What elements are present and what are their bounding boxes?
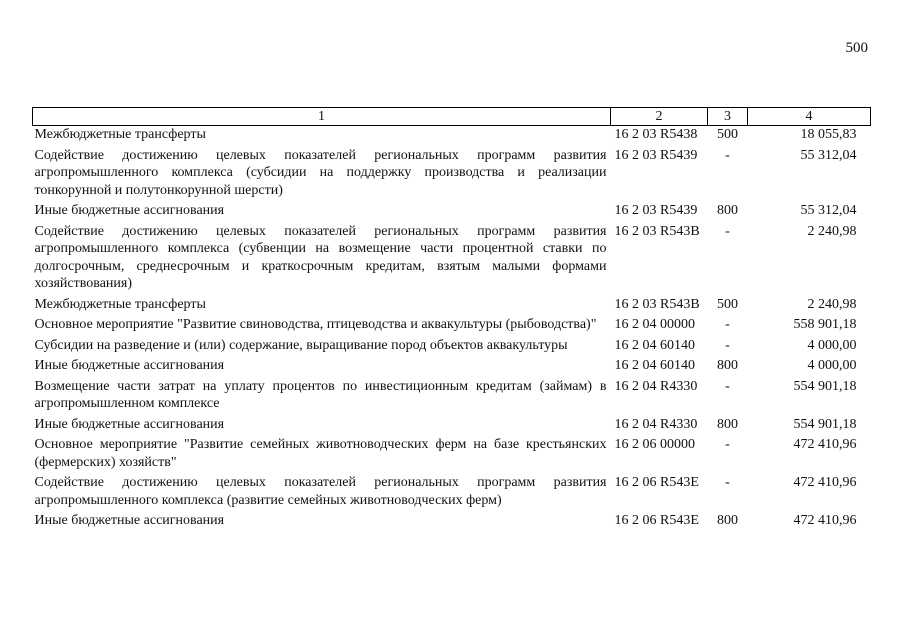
row-name-cell: Основное мероприятие "Развитие свиноводства, птицеводства и аквакультуры (рыбоводства)" [34,317,597,332]
row-type-cell: - [725,317,730,332]
row-code-cell: 16 2 03 R543B [614,296,700,312]
row-type-cell: 800 [717,416,738,432]
row-type-cell: - [725,223,730,239]
row-code-cell: 16 2 06 R543E [614,475,699,490]
row-type-cell: - [725,378,730,394]
header-col-1: 1 [33,108,611,126]
row-code-cell: 16 2 03 R5439 [614,203,698,218]
table-row [33,436,871,474]
row-amount-cell: 4 000,00 [807,358,857,373]
row-type-cell: 800 [717,513,738,528]
row-name-cell: Иные бюджетные ассигнования [34,513,225,528]
row-code-cell: 16 2 06 00000 [614,437,695,452]
row-amount-cell: 558 901,18 [793,317,857,332]
table-row [33,126,871,147]
row-name-cell: Основное мероприятие "Развитие семейных животноводческих ферм на базе крестьянских (фермерских) хозяйств" [34,437,607,470]
header-col-3: 3 [708,108,748,126]
row-amount-cell: 2 240,98 [807,223,857,239]
row-amount-cell: 4 000,00 [807,337,857,353]
row-code-cell: 16 2 04 R4330 [614,416,698,432]
table-row [33,512,871,533]
table-row [33,337,871,358]
row-type-cell: 800 [717,203,738,218]
header-row [33,108,871,126]
table-row [33,316,871,337]
row-amount-cell: 2 240,98 [807,296,857,312]
row-amount-cell: 55 312,04 [800,203,857,218]
row-name-cell: Субсидии на разведение и (или) содержание, выращивание пород объектов аквакультуры [34,337,568,353]
table-row [33,416,871,437]
row-name-cell: Иные бюджетные ассигнования [34,203,225,218]
table-header [33,108,871,126]
row-amount-cell: 554 901,18 [793,378,857,394]
row-amount-cell: 18 055,83 [800,127,857,142]
table-row [33,296,871,317]
row-code-cell: 16 2 03 R5439 [614,147,698,163]
row-type-cell: - [725,337,730,353]
row-name-cell: Содействие достижению целевых показателей региональных программ развития агропромышленного комплекса (субвенции на возмещение части процентной ставки по долгосрочным, среднесрочным и краткосрочным кредитам, взятым малыми формами хозяйствования) [34,223,607,291]
row-type-cell: 500 [717,127,738,142]
row-amount-cell: 472 410,96 [793,437,857,452]
row-name-cell: Содействие достижению целевых показателей региональных программ развития агропромышленного комплекса (развитие семейных животноводческих ферм) [34,475,607,508]
row-name-cell: Содействие достижению целевых показателей региональных программ развития агропромышленного комплекса (субсидии на поддержку производства и реализации тонкорунной и полутонкорунной шерсти) [34,147,607,198]
row-name-cell: Межбюджетные трансферты [34,296,206,312]
table-row [33,147,871,203]
row-amount-cell: 472 410,96 [793,513,857,528]
table-row [33,378,871,416]
row-name-cell: Иные бюджетные ассигнования [34,358,225,373]
table-row [33,202,871,223]
row-code-cell: 16 2 04 R4330 [614,378,698,394]
row-code-cell: 16 2 03 R543B [614,223,700,239]
row-name-cell: Межбюджетные трансферты [34,127,206,142]
table-row [33,474,871,512]
page-number: 500 [845,40,868,56]
header-col-2: 2 [611,108,708,126]
row-type-cell: - [725,437,730,452]
row-code-cell: 16 2 03 R5438 [614,127,698,142]
row-amount-cell: 472 410,96 [793,475,857,490]
budget-table [32,107,871,533]
table-row [33,223,871,296]
header-col-4: 4 [748,108,871,126]
row-type-cell: 800 [717,358,738,373]
row-code-cell: 16 2 06 R543E [614,513,699,528]
table-row [33,357,871,378]
row-type-cell: - [725,147,730,163]
row-code-cell: 16 2 04 00000 [614,317,695,332]
table-body [33,126,871,533]
row-code-cell: 16 2 04 60140 [614,337,695,353]
row-name-cell: Возмещение части затрат на уплату процентов по инвестиционным кредитам (займам) в агропромышленном комплексе [34,378,607,411]
row-amount-cell: 554 901,18 [793,416,857,432]
row-type-cell: - [725,475,730,490]
row-name-cell: Иные бюджетные ассигнования [34,416,225,432]
row-type-cell: 500 [717,296,738,312]
row-amount-cell: 55 312,04 [800,147,857,163]
row-code-cell: 16 2 04 60140 [614,358,695,373]
